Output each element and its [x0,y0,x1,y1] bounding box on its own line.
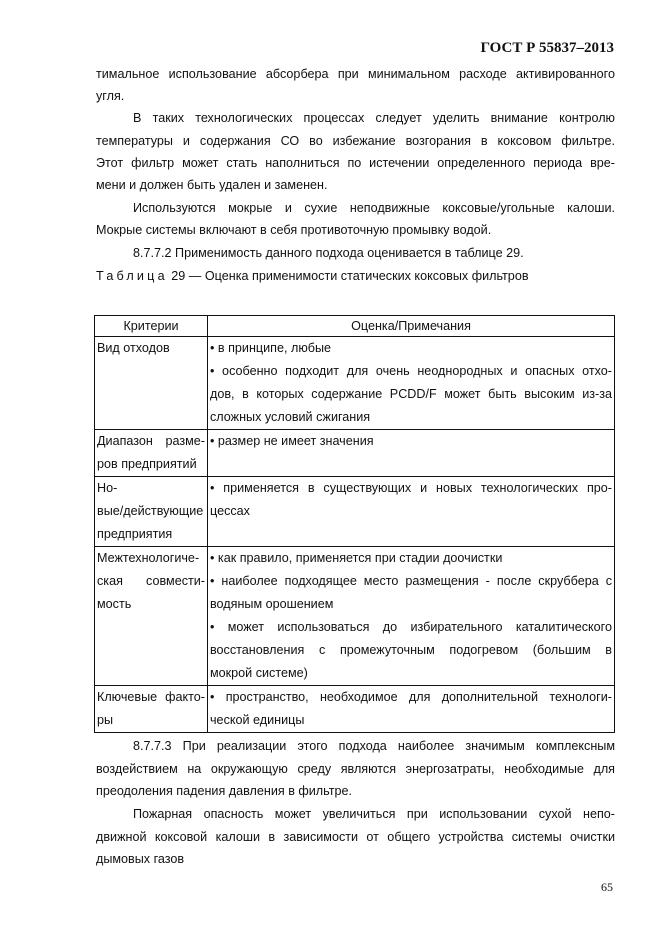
table-row [95,477,615,547]
document-code-header: ГОСТ Р 55837–2013 [480,40,614,56]
criterion-line: ры [97,713,114,727]
text-line: Этот фильтр может стать наполниться по истечении определенного периода вре- [96,156,615,170]
table-caption-number: 29 [171,269,186,283]
text-line: угля. [96,89,125,103]
table-caption-prefix: Таблица [96,269,168,283]
notes-line: • может использоваться до избирательного каталитического [210,620,612,634]
text-line: мени и должен быть удален и заменен. [96,178,328,192]
text-line: движной коксовой калоши в зависимости от общего устройства системы очистки [96,830,615,844]
text-line: В таких технологических процессах следует уделить внимание контролю [133,111,615,125]
notes-line: • наиболее подходящее место размещения - после скруббера с [210,574,612,588]
table-row [95,430,615,477]
criterion-line: вые/действующие [97,504,204,518]
notes-line: мокрой системе) [210,666,308,680]
notes-line: ческой единицы [210,713,305,727]
text-line: дымовых газов [96,852,185,866]
notes-cell [208,547,615,686]
table-header-row [95,316,615,337]
notes-cell [208,477,615,547]
criterion-line: Диапазон разме- [97,434,205,448]
notes-line [210,453,612,476]
notes-cell [208,430,615,477]
criterion-line: ров предприятий [97,457,197,471]
criterion-line: Ключевые факто- [97,690,205,704]
criterion-line: Межтехнологиче- [97,551,200,565]
notes-line: • как правило, применяется при стадии доочистки [210,551,503,565]
column-header-notes: Оценка/Примечания [208,316,615,337]
text-line: воздействием на окружающую среду являются энергозатраты, необходимые для [96,762,615,776]
page-number: 65 [601,880,613,894]
criterion-cell [95,686,208,733]
text-line: Пожарная опасность может увеличиться при использовании сухой непо- [133,807,615,821]
criterion-cell [95,430,208,477]
notes-line: водяным орошением [210,597,334,611]
table-caption [96,268,529,284]
text-line: Мокрые системы включают в себя противоточную промывку водой. [96,223,492,237]
criterion-line: мость [97,597,132,611]
notes-line: цессах [210,504,250,518]
table-row [95,337,615,430]
notes-line: • в принципе, любые [210,341,332,355]
table-row [95,686,615,733]
text-line: преодоления падения давления в фильтре. [96,784,352,798]
notes-cell [208,337,615,430]
notes-line: • особенно подходит для очень неоднородных и опасных отхо- [210,364,612,378]
column-header-criteria: Критерии [95,316,208,337]
notes-line: дов, в которых содержание PCDD/F может быть высоким из-за [210,387,612,401]
criterion-cell [95,547,208,686]
notes-line: сложных условий сжигания [210,410,371,424]
criterion-cell [95,337,208,430]
notes-line: восстановления с промежуточным подогревом (большим в [210,643,612,657]
text-line: 8.7.7.2 Применимость данного подхода оценивается в таблице 29. [133,246,524,260]
notes-line: • пространство, необходимое для дополнительной технологи- [210,690,612,704]
criterion-line: Вид отходов [97,341,170,355]
notes-cell [208,686,615,733]
text-line: температуры и содержания СО во избежание возгорания в коксовом фильтре. [96,134,615,148]
criterion-cell [95,477,208,547]
table-row [95,547,615,686]
applicability-table [94,315,615,733]
text-line: тимальное использование абсорбера при минимальном расходе активированного [96,67,615,81]
notes-line: • размер не имеет значения [210,434,374,448]
notes-line: • применяется в существующих и новых технологических про- [210,481,612,495]
criterion-line: предприятия [97,527,173,541]
text-line: 8.7.7.3 При реализации этого подхода наиболее значимым комплексным [133,739,615,753]
table-caption-title: — Оценка применимости статических коксовых фильтров [188,269,529,283]
text-line: Используются мокрые и сухие неподвижные коксовые/угольные калоши. [133,201,615,215]
criterion-line: ская совмести- [97,574,205,588]
criterion-line: Но- [97,481,118,495]
